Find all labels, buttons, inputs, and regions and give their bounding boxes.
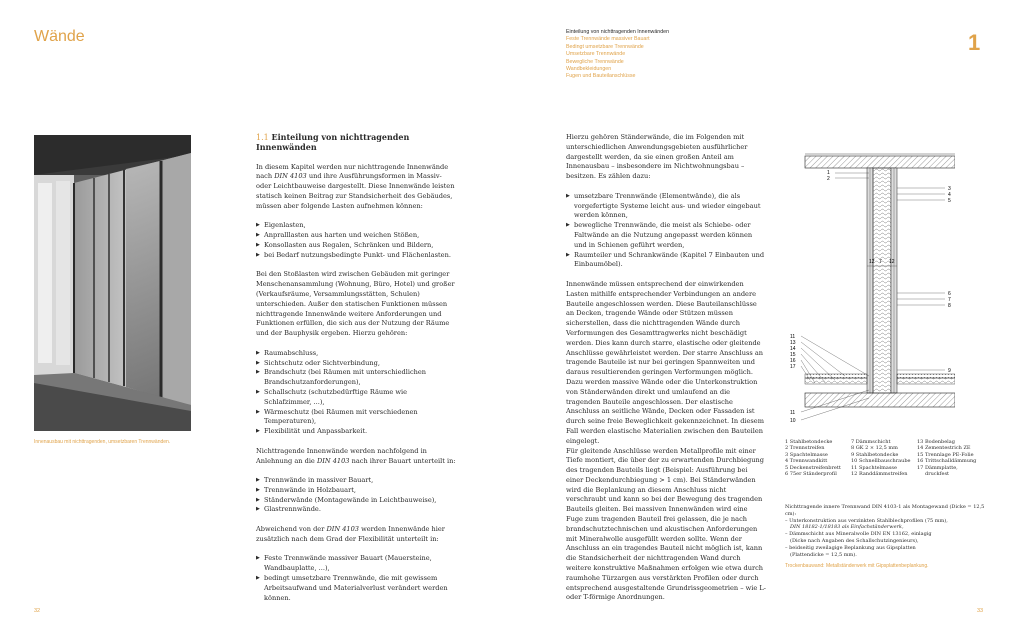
- bullet-list: [256, 221, 456, 260]
- interior-photo: [34, 135, 191, 431]
- callout-label: 3: [948, 186, 951, 192]
- drawing-note: [785, 504, 985, 558]
- list-item: ▶ bedingt umsetzbare Trennwände, die mit gewissem Arbeitsaufwand und Materialverlust verändert werden können.: [256, 574, 456, 603]
- note-line: DIN 18182-1/18183 als Einfachständerwerk,: [790, 524, 904, 531]
- legend-item: 6 75er Ständerprofil: [785, 471, 837, 478]
- legend-item: 1 Stahlbetondecke: [785, 439, 833, 445]
- callout-label: 15: [790, 352, 796, 358]
- callout-label: 16: [790, 358, 796, 364]
- text-column-1: [256, 133, 456, 613]
- bullet-list: [256, 349, 456, 437]
- photo-caption: Innenausbau mit nichttragenden, umsetzbaren Trennwänden.: [34, 439, 171, 445]
- list-item: ▶ Raumteiler und Schrankwände (Kapitel 7 Einbauten und Einbaumöbel).: [566, 251, 766, 271]
- section-heading: [256, 133, 456, 153]
- section-title: Einteilung von nichttragenden Innenwänden: [256, 132, 410, 152]
- chapter-number: 1: [968, 30, 981, 55]
- callout-label: 13: [790, 340, 796, 346]
- paragraph: Abweichend von der DIN 4103 werden Innenwände hier zusätzlich nach dem Grad der Flexibilität unterteilt in:: [256, 525, 445, 543]
- page-number-right: 33: [977, 608, 984, 614]
- toc-item[interactable]: Bedingt umsetzbare Trennwände: [566, 43, 644, 50]
- drawing-caption: Trockenbauwand: Metallständerwerk mit Gipsplattenbeplankung.: [785, 563, 929, 569]
- legend-item: 2 Trennstreifen: [785, 445, 825, 452]
- toc-item[interactable]: Feste Trennwände massiver Bauart: [566, 36, 650, 43]
- list-item: ▶ Sichtschutz oder Sichtverbindung,: [256, 359, 456, 369]
- dim-label: 7: [879, 259, 882, 265]
- chapter-toc: [566, 29, 669, 81]
- list-item: ▶ Eigenlasten,: [256, 221, 456, 231]
- legend-item: 16 Trittschalldämmung: [917, 458, 977, 465]
- legend-item: 14 Zementestrich ZE: [917, 445, 971, 452]
- list-item: ▶ Schallschutz (schutzbedürftige Räume wie Schlafzimmer, ...),: [256, 388, 456, 408]
- list-item: ▶ Konsollasten aus Regalen, Schränken und Bildern,: [256, 241, 456, 251]
- list-item: ▶ Feste Trennwände massiver Bauart (Mauersteine, Wandbauplatte, ...),: [256, 554, 456, 574]
- section-number: 1.1: [256, 133, 269, 142]
- legend-item: 8 GK 2 × 12,5 mm: [851, 445, 898, 452]
- list-item: ▶ Anpralllasten aus harten und weichen Stößen,: [256, 231, 456, 241]
- callout-label: 14: [790, 346, 796, 352]
- paragraph: In diesem Kapitel werden nur nichttragende Innenwände nach DIN 4103 und ihre Ausführungsformen in Massiv- oder Leichtbauweise dargestellt. Diese Innenwände leisten statisch keinen Beitrag zur Standsicherheit des Gebäudes, müssen aber folgende Lasten aufnehmen können:: [256, 162, 455, 210]
- dim-label: 12: [869, 259, 875, 265]
- legend-item: 10 Schnellbauschraube: [851, 458, 911, 465]
- list-item: ▶ bewegliche Trennwände, die meist als Schiebe- oder Faltwände an die Nutzung angepasst werden können und in Schienen geführt werden,: [566, 221, 766, 250]
- legend-item: 13 Bodenbelag: [917, 439, 955, 445]
- bullet-list: [256, 554, 456, 603]
- toc-item[interactable]: Fugen und Bauteilanschlüsse: [566, 73, 636, 80]
- legend-item: 7 Dämmschicht: [851, 439, 891, 445]
- dim-label: 12: [889, 259, 895, 265]
- callout-label: 11: [790, 410, 796, 416]
- list-item: ▶ bei Bedarf nutzungsbedingte Punkt- und Flächenlasten.: [256, 251, 456, 261]
- legend-item: 3 Spachtelmasse: [785, 451, 828, 458]
- note-line: – Dämmschicht aus Mineralwolle DIN EN 13162, einlagig: [785, 531, 932, 538]
- paragraph: Nichttragende Innenwände werden nachfolgend in Anlehnung an die DIN 4103 nach ihrer Bauart unterteilt in:: [256, 446, 456, 465]
- note-line: – Unterkonstruktion aus verzinkten Stahlblechprofilen (75 mm),: [785, 517, 948, 524]
- legend-item: druckfest: [925, 471, 950, 478]
- callout-label: 17: [790, 364, 796, 370]
- bullet-list: [566, 192, 766, 270]
- note-line: (Dicke nach Angaben des Schallschutzingenieurs),: [790, 537, 919, 544]
- callout-label: 1: [827, 170, 830, 176]
- note-line: (Plattendicke = 12,5 mm).: [790, 551, 857, 558]
- legend-item: 4 Trennwandkitt: [785, 458, 828, 465]
- list-item: ▶ umsetzbare Trennwände (Elementwände), die als vorgefertigte Systeme leicht aus- und wieder eingebaut werden können,: [566, 192, 766, 221]
- note-line: Nichttragende innere Trennwand DIN 4103-1 als Montagewand (Dicke = 12,5 cm):: [785, 504, 985, 517]
- legend-item: 11 Spachtelmasse: [851, 464, 897, 471]
- list-item: ▶ Glastrennwände.: [256, 505, 456, 515]
- list-item: ▶ Wärmeschutz (bei Räumen mit verschiedenen Temperaturen),: [256, 408, 456, 428]
- paragraph: Für gleitende Anschlüsse werden Metallprofile mit einer Tiefe montiert, die über der zu erwartenden Durchbiegung des tragenden Bauteils liegt (Beispiel: Ausführung bei einer Deckendurchbiegung > 1 cm). Bei Ständerwänden wird die Beplankung an diesem Anschluss nicht verschraubt und kann so bei der Bewegung des tragenden Bauteils gleiten. Bei massiven Innenwänden wird eine Fuge zum tragenden Bauteil frei gelassen, die je nach brandschutztechnischen und akustischen Anforderungen mit Mineralwolle ausgefüllt werden sollte. Wenn der Anschluss an ein tragendes Bauteil nicht möglich ist, kann die Standsicherheit der nichttragenden Wand durch weitere konstruktive Maßnahmen erfolgen wie etwa durch raumhohe Türzargen aus verstärkten Profilen oder durch entsprechend ausgestaltende Grundrissgeometrien – wie L- oder T-förmige Anordnungen.: [566, 446, 766, 602]
- list-item: ▶ Trennwände in massiver Bauart,: [256, 476, 456, 486]
- list-item: ▶ Brandschutz (bei Räumen mit unterschiedlichen Brandschutzanforderungen),: [256, 368, 456, 388]
- chapter-title: Wände: [34, 28, 85, 45]
- callout-label: 10: [790, 418, 796, 424]
- note-line: – beidseitig zweilagige Beplankung aus Gipsplatten: [785, 544, 916, 551]
- text-column-2: [566, 133, 766, 613]
- drawing-legend: [785, 439, 985, 477]
- legend-item: 17 Dämmplatte,: [917, 464, 958, 471]
- list-item: ▶ Trennwände in Holzbauart,: [256, 486, 456, 496]
- paragraph: Innenwände müssen entsprechend der einwirkenden Lasten mithilfe entsprechender Verbindungen an andere Bauteile angeschlossen werden. Diese Bauteilanschlüsse an Decken, tragende Wände oder Stützen müssen sicherstellen, dass die nichttragenden Wände durch Verformungen des Gesamttragwerks nicht beschädigt werden. Dies kann durch starre, elastische oder gleitende Anschlüsse gewährleistet werden. Der starre Anschluss an tragende Bauteile ist nur bei geringen Spannweiten und daraus resultierenden geringen Verformungen möglich. Dazu werden massive Wände oder die Unterkonstruktion von Ständerwänden direkt und umlaufend an die tragenden Bauteile angeschlossen. Der elastische Anschluss an seitliche Wände, Decken oder Fassaden ist durch seine freie Beweglichkeit gekennzeichnet. In diesem Fall werden elastische Materialien zwischen den Bauteilen eingelegt.: [566, 279, 764, 445]
- list-item: ▶ Raumabschluss,: [256, 349, 456, 359]
- callout-label: 7: [948, 297, 951, 303]
- callout-label: 9: [948, 368, 951, 374]
- callout-label: 4: [948, 192, 951, 198]
- legend-item: 9 Stahlbetondecke: [851, 451, 899, 458]
- callout-label: 5: [948, 198, 951, 204]
- legend-item: 15 Trennlage PE-Folie: [917, 451, 974, 458]
- list-item: ▶ Ständerwände (Montagewände in Leichtbauweise),: [256, 496, 456, 506]
- callout-label: 11: [790, 334, 796, 340]
- toc-item[interactable]: Umsetzbare Trennwände: [566, 51, 626, 58]
- toc-item-current[interactable]: Einteilung von nichttragenden Innenwänden: [566, 29, 670, 35]
- toc-item[interactable]: Wandbekleidungen: [566, 66, 612, 73]
- callout-label: 2: [827, 176, 830, 182]
- list-item: ▶ Flexibilität und Anpassbarkeit.: [256, 427, 456, 437]
- legend-item: 12 Randdämmstreifen: [851, 471, 908, 478]
- paragraph: Bei den Stoßlasten wird zwischen Gebäuden mit geringer Menschenansammlung (Wohnung, Büro, Hotel) und großer (Verkaufsräume, Versammlungsstätten, Schulen) unterschieden. Außer den statischen Funktionen müssen nichttragende Innenwände weitere Anforderungen und Funktionen erfüllen, die sich aus der Nutzung der Räume und der Bauphysik ergeben. Hierzu gehören:: [256, 270, 455, 338]
- toc-item[interactable]: Bewegliche Trennwände: [566, 58, 624, 65]
- legend-item: 5 Deckenstreifenbrett: [785, 464, 841, 471]
- callout-label: 6: [948, 291, 951, 297]
- bullet-list: [256, 476, 456, 515]
- wall-section-drawing: [785, 136, 955, 426]
- callout-label: 8: [948, 303, 951, 309]
- page-number-left: 32: [34, 608, 41, 614]
- paragraph: Hierzu gehören Ständerwände, die im Folgenden mit unterschiedlichen Anwendungsgebieten ausführlicher dargestellt werden, da sie einen großen Anteil am Innenausbau – insbesondere im Nichtwohnungsbau – besitzen. Es zählen dazu:: [566, 133, 748, 181]
